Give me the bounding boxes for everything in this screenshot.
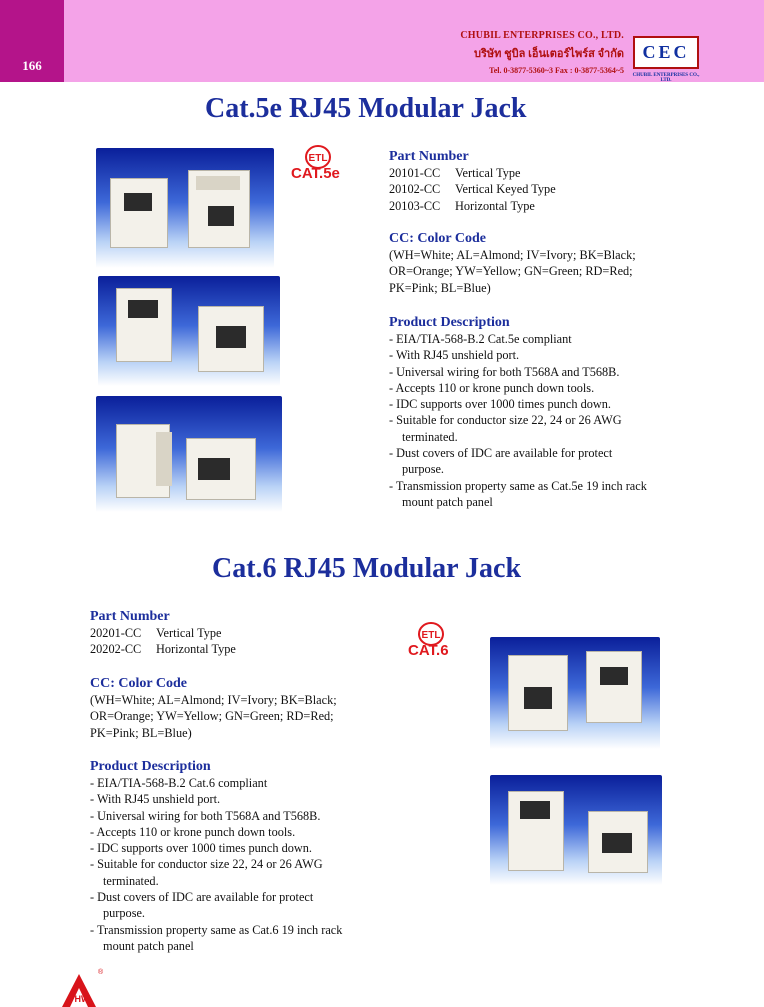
part-row (389, 198, 556, 214)
description-item: - Dust covers of IDC are available for protect purpose. (389, 446, 613, 477)
jack-port (208, 206, 234, 226)
description-item: - Suitable for conductor size 22, 24 or 26 AWG terminated. (90, 857, 323, 888)
jack-port (128, 300, 158, 318)
product-photo-cat6-horizontal (490, 775, 662, 885)
cat5e-color-code-block (389, 231, 636, 296)
company-thai-name: บริษัท ชูบิล เอ็นเตอร์ไพร์ส จำกัด (474, 48, 624, 60)
page-number: 166 (22, 58, 42, 73)
svg-text:ETL: ETL (421, 630, 441, 641)
description-item: - EIA/TIA-568-B.2 Cat.6 compliant (90, 776, 268, 790)
description-item: - With RJ45 unshield port. (90, 792, 221, 807)
description-item: - Dust covers of IDC are available for protect purpose. (90, 890, 314, 921)
jack-port (216, 326, 246, 348)
jack-port (600, 667, 628, 685)
jack-port (524, 687, 552, 709)
cat5e-part-number-heading: Part Number (389, 149, 469, 164)
color-code-line: PK=Pink; BL=Blue) (90, 725, 192, 740)
cat5e-cert-label: CAT.5e (291, 165, 340, 182)
description-item: - Transmission property same as Cat.5e 19 inch rack mount patch panel (389, 478, 647, 509)
part-row (389, 181, 556, 197)
part-desc: Vertical Keyed Type (455, 182, 556, 197)
jack-port (520, 801, 550, 819)
description-item: - IDC supports over 1000 times punch down. (389, 397, 612, 412)
description-item: - Universal wiring for both T568A and T568B. (389, 364, 620, 379)
jack-idc (196, 176, 240, 190)
part-desc: Vertical Type (156, 626, 222, 640)
description-item: - IDC supports over 1000 times punch down. (90, 841, 313, 856)
part-code: 20102-CC (389, 182, 441, 197)
jack-body (586, 651, 642, 723)
color-code-line: (WH=White; AL=Almond; IV=Ivory; BK=Black; (389, 248, 636, 262)
cat5e-description-list (389, 331, 679, 510)
cec-logo-subtitle: CHUBIL ENTERPRISES CO., LTD. (632, 73, 700, 83)
product-photo-vertical (96, 148, 274, 268)
description-item: - Accepts 110 or krone punch down tools. (389, 380, 595, 395)
cat5e-description-block (389, 315, 679, 510)
jack-body (110, 178, 168, 248)
cat6-part-number-heading: Part Number (90, 609, 170, 624)
color-code-line: (WH=White; AL=Almond; IV=Ivory; BK=Black; (90, 693, 337, 707)
cat6-title: Cat.6 RJ45 Modular Jack (212, 553, 522, 584)
cat5e-part-number-block (389, 149, 556, 214)
cat5e-description-heading: Product Description (389, 315, 510, 330)
cat5e-title: Cat.5e RJ45 Modular Jack (205, 93, 527, 124)
jack-port (198, 458, 230, 480)
part-code: 20202-CC (90, 642, 142, 657)
color-code-line: PK=Pink; BL=Blue) (389, 280, 491, 295)
cat6-description-list (90, 775, 390, 954)
company-name: CHUBIL ENTERPRISES CO., LTD. (460, 30, 624, 41)
cat6-color-code-block (90, 676, 337, 741)
description-item: - EIA/TIA-568-B.2 Cat.5e compliant (389, 332, 572, 346)
cec-logo (633, 36, 699, 69)
cec-logo-text: CEC (642, 42, 690, 62)
page-tab (0, 0, 64, 82)
hw-brand-mark: HW (74, 994, 90, 1004)
cat6-description-heading: Product Description (90, 759, 211, 774)
part-desc: Vertical Type (455, 166, 521, 180)
product-photo-keyed (98, 276, 280, 386)
cat6-color-code-heading: CC: Color Code (90, 676, 187, 691)
product-photo-cat6-vertical (490, 637, 660, 749)
jack-idc (156, 432, 172, 486)
part-desc: Horizontal Type (455, 198, 535, 213)
cat5e-color-code-heading: CC: Color Code (389, 231, 486, 246)
part-row (389, 165, 556, 181)
description-item: - With RJ45 unshield port. (389, 348, 520, 363)
company-contact: Tel. 0-3877-5360~3 Fax : 0-3877-5364~5 (489, 66, 624, 75)
color-code-line: OR=Orange; YW=Yellow; GN=Green; RD=Red; (389, 264, 633, 279)
cat6-part-number-block (90, 609, 236, 658)
svg-text:®: ® (98, 969, 104, 976)
part-code: 20101-CC (389, 166, 441, 180)
part-desc: Horizontal Type (156, 642, 236, 657)
cat6-description-block (90, 759, 390, 954)
description-item: - Suitable for conductor size 22, 24 or 26 AWG terminated. (389, 413, 622, 444)
product-photo-horizontal (96, 396, 282, 512)
description-item: - Accepts 110 or krone punch down tools. (90, 824, 296, 839)
svg-text:ETL: ETL (308, 153, 328, 164)
color-code-line: OR=Orange; YW=Yellow; GN=Green; RD=Red; (90, 709, 334, 724)
part-code: 20201-CC (90, 626, 142, 640)
jack-port (124, 193, 152, 211)
cat6-cert-label: CAT.6 (408, 642, 449, 659)
description-item: - Universal wiring for both T568A and T568B. (90, 808, 321, 823)
part-row (90, 641, 236, 657)
jack-port (602, 833, 632, 853)
part-code: 20103-CC (389, 198, 441, 213)
company-info (460, 30, 624, 75)
description-item: - Transmission property same as Cat.6 19 inch rack mount patch panel (90, 922, 343, 953)
part-row (90, 625, 236, 641)
